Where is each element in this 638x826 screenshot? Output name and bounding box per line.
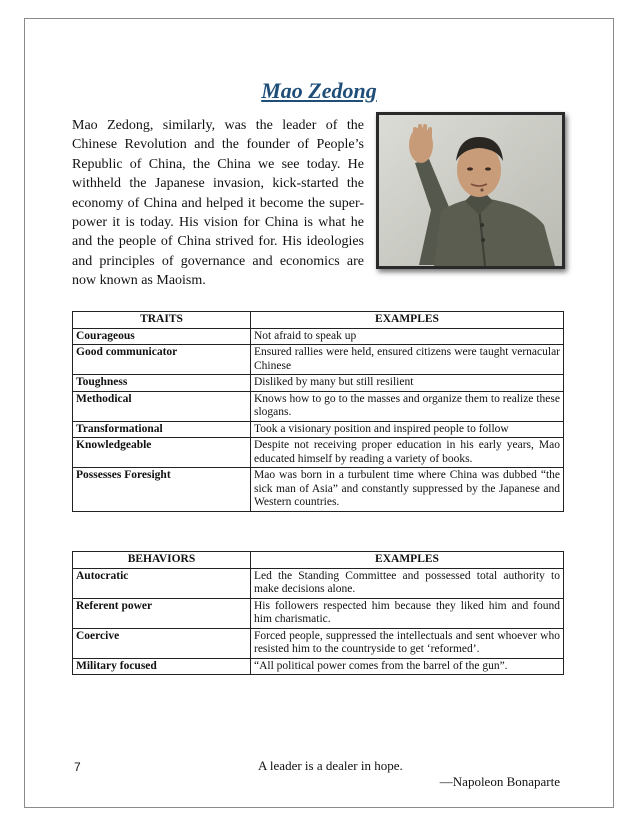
table-header-row — [73, 552, 564, 569]
example-cell: Knows how to go to the masses and organize them to realize these slogans. — [251, 391, 564, 421]
column-header-examples: EXAMPLES — [251, 312, 564, 329]
trait-cell: Toughness — [73, 375, 251, 392]
table-row — [73, 375, 564, 392]
example-cell: Led the Standing Committee and possessed total authority to make decisions alone. — [251, 568, 564, 598]
table-row — [73, 421, 564, 438]
intro-paragraph: Mao Zedong, similarly, was the leader of the Chinese Revolution and the founder of People’s Republic of China, the China we see today. He withheld the Japanese invasion, kick-started the economy of China and helped it become the super-power it is today. His vision for China is what he and the people of China strived for. His ideologies and principles of governance and economics are now known as Maoism. — [72, 118, 364, 289]
page-number: 7 — [74, 760, 81, 774]
table-row — [73, 391, 564, 421]
behavior-cell: Referent power — [73, 598, 251, 628]
example-cell: His followers respected him because they liked him and found him charismatic. — [251, 598, 564, 628]
table-header-row — [73, 312, 564, 329]
behavior-cell: Coercive — [73, 628, 251, 658]
column-header-examples: EXAMPLES — [251, 552, 564, 569]
table-row — [73, 598, 564, 628]
trait-cell: Courageous — [73, 328, 251, 345]
table-row — [73, 628, 564, 658]
example-cell: Took a visionary position and inspired people to follow — [251, 421, 564, 438]
trait-cell: Transformational — [73, 421, 251, 438]
example-cell: Ensured rallies were held, ensured citizens were taught vernacular Chinese — [251, 345, 564, 375]
trait-cell: Good communicator — [73, 345, 251, 375]
trait-cell: Possesses Foresight — [73, 468, 251, 512]
example-cell: Disliked by many but still resilient — [251, 375, 564, 392]
footer-quote: A leader is a dealer in hope. — [258, 758, 403, 773]
example-cell: “All political power comes from the barrel of the gun”. — [251, 658, 564, 675]
column-header-behaviors: BEHAVIORS — [73, 552, 251, 569]
behavior-cell: Military focused — [73, 658, 251, 675]
example-cell: Not afraid to speak up — [251, 328, 564, 345]
behaviors-table — [72, 551, 564, 675]
traits-table — [72, 311, 564, 512]
table-row — [73, 658, 564, 675]
behavior-cell: Autocratic — [73, 568, 251, 598]
example-cell: Forced people, suppressed the intellectuals and sent whoever who resisted him to the countryside to get ‘reformed’. — [251, 628, 564, 658]
table-row — [73, 328, 564, 345]
table-row — [73, 568, 564, 598]
column-header-traits: TRAITS — [73, 312, 251, 329]
example-cell: Despite not receiving proper education in his early years, Mao educated himself by reading a variety of books. — [251, 438, 564, 468]
portrait-photo — [376, 112, 565, 269]
table-row — [73, 345, 564, 375]
trait-cell: Knowledgeable — [73, 438, 251, 468]
table-row — [73, 468, 564, 512]
page-title: Mao Zedong — [261, 78, 377, 103]
trait-cell: Methodical — [73, 391, 251, 421]
example-cell: Mao was born in a turbulent time where China was dubbed “the sick man of Asia” and constantly suppressed by the Japanese and Western countries. — [251, 468, 564, 512]
table-row — [73, 438, 564, 468]
footer-quote-author: —Napoleon Bonaparte — [439, 774, 560, 789]
